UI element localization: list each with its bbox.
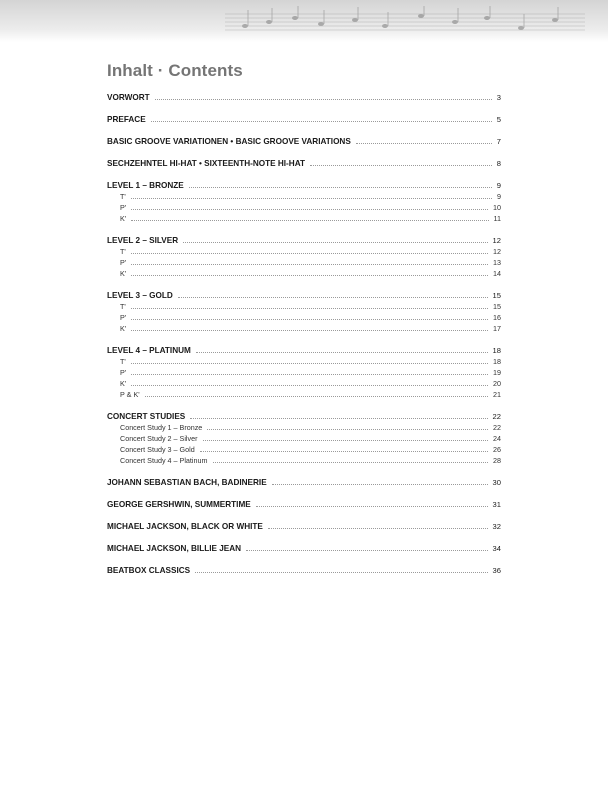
dot-leader: [183, 242, 487, 243]
toc-entry-label: Concert Study 2 – Silver: [120, 434, 198, 443]
dot-leader: [356, 143, 492, 144]
toc-page-number: 9: [496, 181, 501, 190]
toc-section-entry[interactable]: [107, 235, 501, 246]
toc-page-number: 18: [493, 357, 501, 366]
toc-subsection-entry[interactable]: [107, 323, 501, 334]
toc-entry-label: K': [120, 269, 127, 278]
toc-page-number: 3: [496, 93, 501, 102]
toc-spacer: [107, 488, 501, 499]
toc-subsection-entry[interactable]: [107, 356, 501, 367]
dot-leader: [190, 418, 487, 419]
toc-page-number: 10: [493, 203, 501, 212]
toc-spacer: [107, 169, 501, 180]
dot-leader: [310, 165, 492, 166]
toc-subsection-entry[interactable]: [107, 378, 501, 389]
toc-entry-label: MICHAEL JACKSON, BLACK OR WHITE: [107, 522, 263, 531]
toc-section-entry[interactable]: [107, 543, 501, 554]
toc-spacer: [107, 510, 501, 521]
dot-leader: [207, 429, 488, 430]
toc-entry-label: Concert Study 3 – Gold: [120, 445, 195, 454]
toc-page-number: 32: [492, 522, 501, 531]
toc-entry-label: P': [120, 368, 127, 377]
toc-subsection-entry[interactable]: [107, 367, 501, 378]
dot-leader: [178, 297, 488, 298]
dot-leader: [272, 484, 488, 485]
dot-leader: [131, 330, 488, 331]
page-title: Inhalt · Contents: [107, 61, 243, 80]
toc-spacer: [107, 125, 501, 136]
dot-leader: [131, 385, 488, 386]
toc-page-number: 7: [496, 137, 501, 146]
toc-subsection-entry[interactable]: [107, 312, 501, 323]
toc-entry-label: LEVEL 1 – BRONZE: [107, 181, 184, 190]
toc-entry-label: LEVEL 2 – SILVER: [107, 236, 179, 245]
toc-subsection-entry[interactable]: [107, 422, 501, 433]
toc-subsection-entry[interactable]: [107, 213, 501, 224]
toc-page-number: 22: [492, 412, 501, 421]
toc-section-entry[interactable]: [107, 158, 501, 169]
dot-leader: [200, 451, 488, 452]
toc-subsection-entry[interactable]: [107, 301, 501, 312]
toc-entry-label: Concert Study 1 – Bronze: [120, 423, 203, 432]
toc-entry-label: LEVEL 4 – PLATINUM: [107, 346, 191, 355]
toc-page-number: 9: [497, 192, 501, 201]
dot-leader: [131, 264, 488, 265]
toc-page-number: 13: [493, 258, 501, 267]
dot-leader: [151, 121, 492, 122]
toc-page-number: 36: [492, 566, 501, 575]
toc-entry-label: T': [120, 302, 126, 311]
toc-subsection-entry[interactable]: [107, 433, 501, 444]
dot-leader: [155, 99, 492, 100]
toc-subsection-entry[interactable]: [107, 455, 501, 466]
toc-spacer: [107, 466, 501, 477]
toc-page-number: 20: [493, 379, 501, 388]
toc-entry-label: P': [120, 313, 127, 322]
toc-page-number: 28: [493, 456, 501, 465]
toc-entry-label: VORWORT: [107, 93, 150, 102]
toc-section-entry[interactable]: [107, 411, 501, 422]
toc-page-number: 15: [492, 291, 501, 300]
toc-entry-label: P': [120, 203, 127, 212]
toc-page-number: 34: [492, 544, 501, 553]
toc-entry-label: K': [120, 324, 127, 333]
toc-spacer: [107, 400, 501, 411]
toc-page-number: 19: [493, 368, 501, 377]
toc-entry-label: PREFACE: [107, 115, 146, 124]
toc-entry-label: BEATBOX CLASSICS: [107, 566, 191, 575]
toc-section-entry[interactable]: [107, 477, 501, 488]
toc-spacer: [107, 147, 501, 158]
toc-page-number: 31: [492, 500, 501, 509]
toc-entry-label: MICHAEL JACKSON, BILLIE JEAN: [107, 544, 242, 553]
toc-subsection-entry[interactable]: [107, 202, 501, 213]
toc-subsection-entry[interactable]: [107, 268, 501, 279]
dot-leader: [195, 572, 487, 573]
dot-leader: [131, 220, 488, 221]
dot-leader: [189, 187, 492, 188]
toc-entry-label: SECHZEHNTEL HI-HAT • SIXTEENTH-NOTE HI-HAT: [107, 159, 305, 168]
toc-spacer: [107, 334, 501, 345]
toc-entry-label: P': [120, 258, 127, 267]
dot-leader: [246, 550, 488, 551]
toc-page-number: 16: [493, 313, 501, 322]
toc-section-entry[interactable]: [107, 136, 501, 147]
toc-section-entry[interactable]: [107, 521, 501, 532]
toc-entry-label: P & K': [120, 390, 140, 399]
toc-page-number: 12: [493, 247, 501, 256]
toc-subsection-entry[interactable]: [107, 191, 501, 202]
header-banner: [0, 0, 608, 42]
toc-page-number: 21: [493, 390, 501, 399]
dot-leader: [213, 462, 489, 463]
dot-leader: [131, 275, 488, 276]
toc-entry-label: JOHANN SEBASTIAN BACH, BADINERIE: [107, 478, 267, 487]
toc-entry-label: K': [120, 379, 127, 388]
dot-leader: [131, 363, 488, 364]
dot-leader: [203, 440, 488, 441]
dot-leader: [256, 506, 488, 507]
toc-entry-label: CONCERT STUDIES: [107, 412, 186, 421]
toc-page-number: 15: [493, 302, 501, 311]
toc-page-number: 24: [493, 434, 501, 443]
dot-leader: [131, 209, 488, 210]
toc-section-entry[interactable]: [107, 499, 501, 510]
toc-entry-label: Concert Study 4 – Platinum: [120, 456, 208, 465]
toc-entry-label: T': [120, 357, 126, 366]
toc-page-number: 11: [493, 214, 501, 223]
toc-page-number: 12: [492, 236, 501, 245]
toc-entry-label: GEORGE GERSHWIN, SUMMERTIME: [107, 500, 251, 509]
toc-entry-label: T': [120, 192, 126, 201]
toc-entry-label: T': [120, 247, 126, 256]
music-notes-decoration-icon: [225, 6, 585, 36]
toc-spacer: [107, 532, 501, 543]
toc-section-entry[interactable]: [107, 114, 501, 125]
toc-section-entry[interactable]: [107, 180, 501, 191]
dot-leader: [196, 352, 488, 353]
dot-leader: [145, 396, 488, 397]
dot-leader: [131, 374, 488, 375]
toc-spacer: [107, 554, 501, 565]
toc-spacer: [107, 103, 501, 114]
toc-section-entry[interactable]: [107, 345, 501, 356]
toc-spacer: [107, 224, 501, 235]
toc-page-number: 18: [492, 346, 501, 355]
toc-page-number: 26: [493, 445, 501, 454]
toc-page-number: 17: [493, 324, 501, 333]
toc-page-number: 14: [493, 269, 501, 278]
toc-section-entry[interactable]: [107, 92, 501, 103]
toc-entry-label: K': [120, 214, 127, 223]
toc-section-entry[interactable]: [107, 565, 501, 576]
toc-page-number: 8: [496, 159, 501, 168]
toc-section-entry[interactable]: [107, 290, 501, 301]
toc-subsection-entry[interactable]: [107, 389, 501, 400]
dot-leader: [131, 253, 488, 254]
toc-entry-label: LEVEL 3 – GOLD: [107, 291, 173, 300]
toc-page-number: 5: [496, 115, 501, 124]
dot-leader: [131, 319, 488, 320]
toc-subsection-entry[interactable]: [107, 257, 501, 268]
toc-subsection-entry[interactable]: [107, 444, 501, 455]
table-of-contents: [107, 92, 501, 576]
toc-page-number: 30: [492, 478, 501, 487]
toc-entry-label: BASIC GROOVE VARIATIONEN • BASIC GROOVE VARIATIONS: [107, 137, 351, 146]
dot-leader: [268, 528, 488, 529]
dot-leader: [131, 308, 488, 309]
dot-leader: [131, 198, 492, 199]
toc-page-number: 22: [493, 423, 501, 432]
toc-spacer: [107, 279, 501, 290]
toc-subsection-entry[interactable]: [107, 246, 501, 257]
